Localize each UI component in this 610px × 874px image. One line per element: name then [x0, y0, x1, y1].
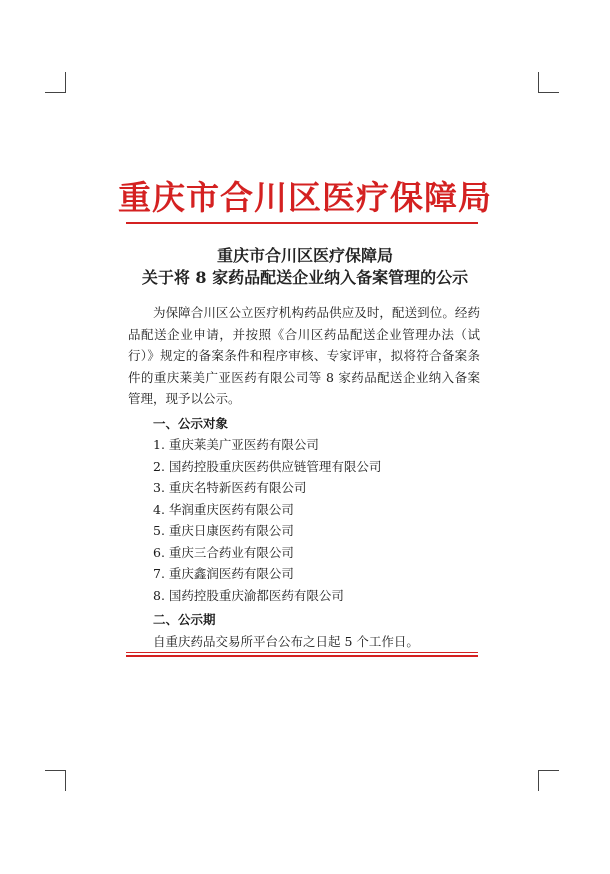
list-item: 5. 重庆日康医药有限公司: [153, 523, 294, 538]
list-item: 1. 重庆莱美广亚医药有限公司: [153, 437, 319, 452]
company-list: [128, 434, 480, 606]
footer-red-rule: [126, 652, 478, 653]
footer-red-rule-thick: [126, 655, 478, 657]
document-title-line-1: 重庆市合川区医疗保障局: [216, 246, 393, 265]
period-text: 自重庆药品交易所平台公布之日起 5 个工作日。: [153, 633, 419, 649]
crop-mark-top-left: [45, 72, 66, 93]
organization-letterhead: 重庆市合川区医疗保障局: [118, 178, 492, 217]
list-item: 2. 国药控股重庆医药供应链管理有限公司: [153, 458, 382, 474]
section-heading-targets: 一、公示对象: [153, 415, 229, 431]
intro-paragraph: 为保障合川区公立医疗机构药品供应及时，配送到位。经药品配送企业申请，并按照《合川区药品配送企业管理办法（试行）》规定的备案条件和程序审核、专家评审，拟将符合备案条件的重庆莱美广亚医药有限公司等 8 家药品配送企业纳入备案管理，现予以公示。: [128, 305, 480, 406]
list-item: 8. 国药控股重庆渝都医药有限公司: [153, 587, 344, 603]
list-item: 7. 重庆鑫润医药有限公司: [153, 566, 294, 581]
list-item: 3. 重庆名特新医药有限公司: [153, 480, 307, 495]
list-item: 6. 重庆三合药业有限公司: [153, 544, 294, 560]
document-body: [128, 302, 480, 652]
crop-mark-top-right: [538, 72, 559, 93]
section-heading-period: 二、公示期: [153, 612, 216, 627]
document-title-line-2: 关于将 8 家药品配送企业纳入备案管理的公示: [141, 268, 469, 287]
letterhead-red-rule: [126, 222, 478, 224]
list-item: 4. 华润重庆医药有限公司: [153, 501, 294, 517]
crop-mark-bottom-right: [538, 770, 559, 791]
crop-mark-bottom-left: [45, 770, 66, 791]
